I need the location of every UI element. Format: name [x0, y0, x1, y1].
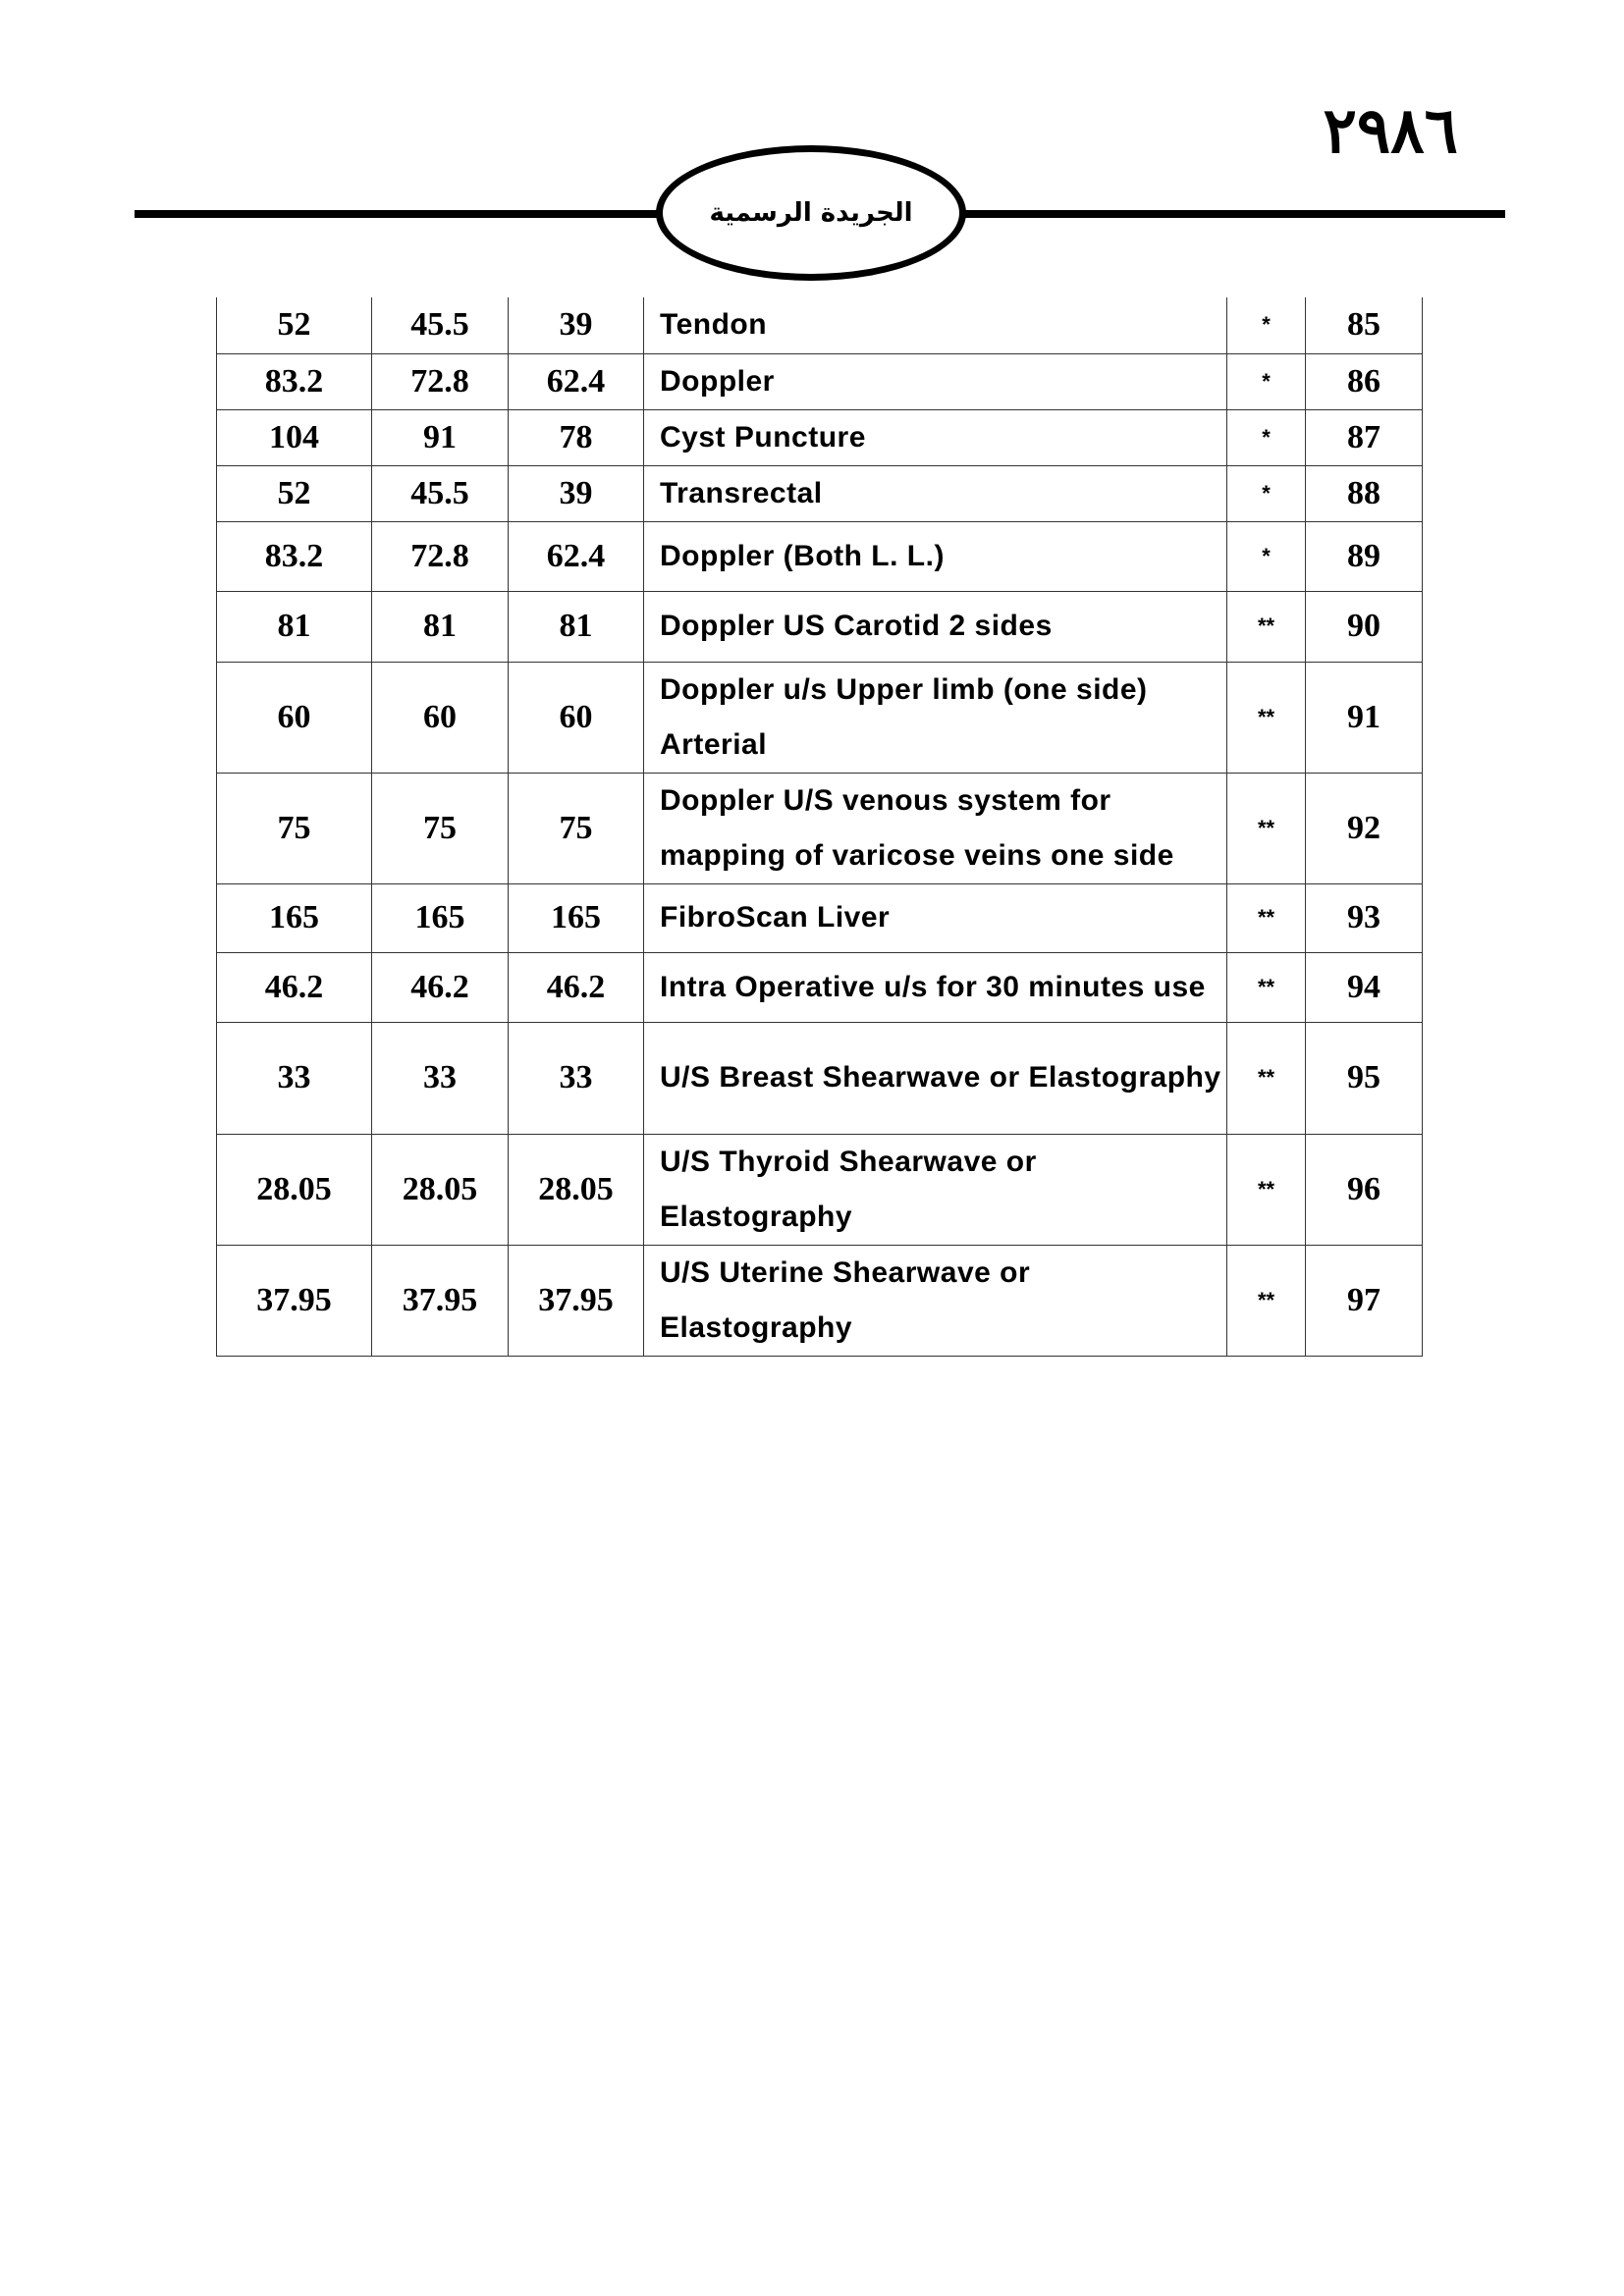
price-col-2: 46.2 [372, 952, 509, 1022]
price-col-2: 81 [372, 591, 509, 662]
table-row [217, 952, 1423, 1022]
table-row [217, 353, 1423, 409]
category-mark: ** [1227, 1134, 1306, 1245]
item-number: 87 [1306, 409, 1423, 465]
procedure-description: Doppler U/S venous system for mapping of varicose veins one side [644, 773, 1227, 883]
category-mark: * [1227, 409, 1306, 465]
item-number: 94 [1306, 952, 1423, 1022]
price-col-3: 81 [509, 591, 644, 662]
procedure-description: Tendon [644, 297, 1227, 353]
procedure-description: Doppler u/s Upper limb (one side) Arterial [644, 662, 1227, 773]
category-mark: * [1227, 521, 1306, 591]
item-number: 90 [1306, 591, 1423, 662]
price-col-1: 81 [217, 591, 372, 662]
price-col-2: 37.95 [372, 1245, 509, 1356]
price-col-3: 46.2 [509, 952, 644, 1022]
price-col-1: 75 [217, 773, 372, 883]
item-number: 88 [1306, 465, 1423, 521]
item-number: 86 [1306, 353, 1423, 409]
price-col-2: 72.8 [372, 353, 509, 409]
item-number: 92 [1306, 773, 1423, 883]
price-col-1: 33 [217, 1022, 372, 1134]
page-number: ٢٩٨٦ [1323, 94, 1458, 168]
price-col-1: 37.95 [217, 1245, 372, 1356]
price-col-3: 28.05 [509, 1134, 644, 1245]
price-col-1: 83.2 [217, 353, 372, 409]
price-col-2: 75 [372, 773, 509, 883]
price-col-3: 165 [509, 883, 644, 952]
procedure-description: U/S Breast Shearwave or Elastography [644, 1022, 1227, 1134]
table-row [217, 883, 1423, 952]
price-col-3: 33 [509, 1022, 644, 1134]
table-row [217, 662, 1423, 773]
price-col-3: 60 [509, 662, 644, 773]
table-row [217, 773, 1423, 883]
procedure-description: Transrectal [644, 465, 1227, 521]
procedure-description: U/S Uterine Shearwave or Elastography [644, 1245, 1227, 1356]
price-col-3: 78 [509, 409, 644, 465]
item-number: 95 [1306, 1022, 1423, 1134]
procedure-description: Intra Operative u/s for 30 minutes use [644, 952, 1227, 1022]
price-col-2: 28.05 [372, 1134, 509, 1245]
price-col-3: 62.4 [509, 521, 644, 591]
category-mark: ** [1227, 1245, 1306, 1356]
price-col-1: 83.2 [217, 521, 372, 591]
price-col-3: 39 [509, 465, 644, 521]
price-col-1: 46.2 [217, 952, 372, 1022]
item-number: 96 [1306, 1134, 1423, 1245]
price-col-3: 75 [509, 773, 644, 883]
price-col-1: 28.05 [217, 1134, 372, 1245]
item-number: 93 [1306, 883, 1423, 952]
procedure-description: U/S Thyroid Shearwave or Elastography [644, 1134, 1227, 1245]
gazette-title-oval [656, 145, 966, 281]
price-col-1: 165 [217, 883, 372, 952]
procedure-description: FibroScan Liver [644, 883, 1227, 952]
category-mark: * [1227, 353, 1306, 409]
category-mark: ** [1227, 883, 1306, 952]
gazette-title: الجريدة الرسمية [709, 198, 913, 228]
price-col-1: 104 [217, 409, 372, 465]
procedure-description: Cyst Puncture [644, 409, 1227, 465]
price-col-2: 91 [372, 409, 509, 465]
procedure-description: Doppler [644, 353, 1227, 409]
item-number: 97 [1306, 1245, 1423, 1356]
item-number: 85 [1306, 297, 1423, 353]
price-col-2: 60 [372, 662, 509, 773]
table-row [217, 1022, 1423, 1134]
table-row [217, 1245, 1423, 1356]
item-number: 91 [1306, 662, 1423, 773]
price-col-2: 45.5 [372, 297, 509, 353]
category-mark: ** [1227, 952, 1306, 1022]
category-mark: * [1227, 465, 1306, 521]
procedure-description: Doppler (Both L. L.) [644, 521, 1227, 591]
fee-table [216, 297, 1423, 1357]
item-number: 89 [1306, 521, 1423, 591]
price-col-3: 39 [509, 297, 644, 353]
category-mark: ** [1227, 773, 1306, 883]
table-row [217, 409, 1423, 465]
category-mark: ** [1227, 662, 1306, 773]
category-mark: * [1227, 297, 1306, 353]
price-col-2: 72.8 [372, 521, 509, 591]
category-mark: ** [1227, 1022, 1306, 1134]
table-row [217, 465, 1423, 521]
table-row [217, 1134, 1423, 1245]
price-col-3: 62.4 [509, 353, 644, 409]
table-row [217, 297, 1423, 353]
price-col-2: 33 [372, 1022, 509, 1134]
price-col-3: 37.95 [509, 1245, 644, 1356]
price-col-1: 52 [217, 465, 372, 521]
table-row [217, 521, 1423, 591]
price-col-1: 52 [217, 297, 372, 353]
price-col-2: 165 [372, 883, 509, 952]
price-col-2: 45.5 [372, 465, 509, 521]
table-row [217, 591, 1423, 662]
procedure-description: Doppler US Carotid 2 sides [644, 591, 1227, 662]
price-col-1: 60 [217, 662, 372, 773]
category-mark: ** [1227, 591, 1306, 662]
